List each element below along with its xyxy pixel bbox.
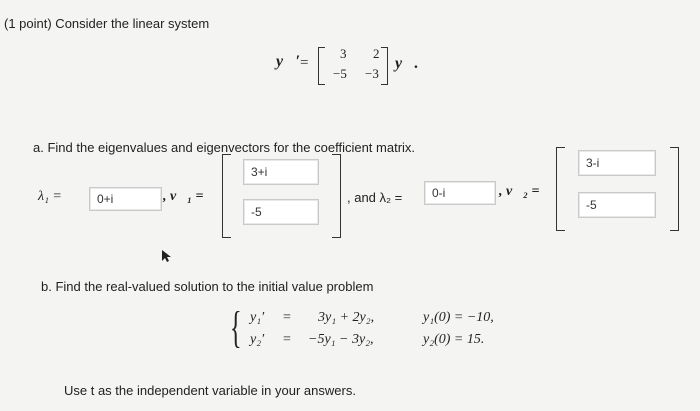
- system-lhs: y⃗′: [276, 53, 301, 70]
- independent-variable-note: Use t as the independent variable in your answers.: [64, 383, 356, 398]
- eq1-equals: =: [283, 310, 291, 325]
- lambda1-label: λ₁ =: [38, 189, 62, 204]
- lambda2-input[interactable]: 0-i: [424, 181, 496, 205]
- v2-bottom-input[interactable]: -5: [578, 192, 656, 218]
- part-a-prompt: a. Find the eigenvalues and eigenvectors for the coefficient matrix.: [33, 140, 416, 155]
- lambda1-input[interactable]: 0+i: [89, 187, 162, 211]
- system-equals: =: [300, 55, 309, 71]
- mouse-pointer-icon: [160, 249, 174, 263]
- system-brace: {: [230, 303, 242, 352]
- v1-top-input[interactable]: 3+i: [243, 159, 319, 185]
- system-matrix-left-bracket: [318, 47, 325, 85]
- system-matrix-a21: −5: [333, 66, 347, 81]
- system-rhs: y⃗.: [395, 55, 419, 72]
- system-matrix-a12: 2: [373, 46, 380, 61]
- eq2-lhs: y₂′: [250, 332, 265, 347]
- v2-right-bracket: [670, 147, 679, 231]
- eq1-initial-condition: y₁(0) = −10,: [423, 310, 494, 325]
- eq2-rhs: −5y₁ − 3y₂,: [308, 332, 374, 347]
- problem-title: (1 point) Consider the linear system: [4, 16, 210, 31]
- system-matrix-a11: 3: [340, 46, 347, 61]
- eq1-lhs: y₁′: [250, 310, 265, 325]
- v2-label: , v⃗₂ =: [499, 184, 540, 199]
- system-matrix-a22: −3: [365, 66, 379, 81]
- eq2-equals: =: [283, 332, 291, 347]
- v1-left-bracket: [222, 154, 231, 238]
- v1-label: , v⃗₁ =: [163, 189, 204, 204]
- v1-right-bracket: [332, 154, 341, 238]
- system-matrix-right-bracket: [381, 47, 388, 85]
- v1-bottom-input[interactable]: -5: [243, 199, 319, 225]
- eq1-rhs: 3y₁ + 2y₂,: [318, 310, 375, 325]
- v2-left-bracket: [556, 147, 565, 231]
- v2-top-input[interactable]: 3-i: [578, 150, 656, 176]
- eq2-initial-condition: y₂(0) = 15.: [423, 332, 485, 347]
- and-lambda2-label: , and λ₂ =: [347, 190, 403, 205]
- part-b-prompt: b. Find the real-valued solution to the initial value problem: [41, 279, 374, 294]
